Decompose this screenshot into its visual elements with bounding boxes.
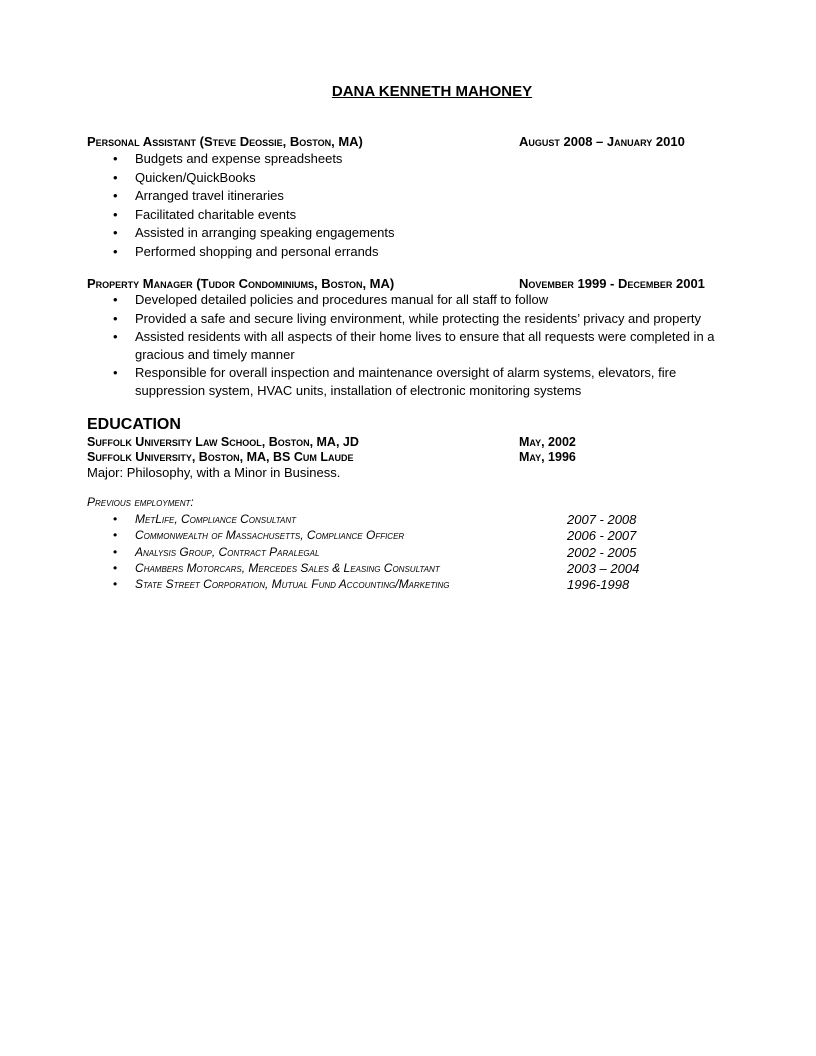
- education-school-1: Suffolk University Law School, Boston, MA, JD: [87, 435, 359, 449]
- list-item: • MetLife, Compliance Consultant 2007 - 2008: [113, 512, 637, 527]
- list-item: • State Street Corporation, Mutual Fund Accounting/Marketing 1996-1998: [113, 577, 630, 593]
- previous-employment-list: [87, 512, 687, 593]
- list-item: • Assisted residents with all aspects of their home lives to ensure that all requests were completed in a gracious and timely manner: [113, 329, 715, 362]
- list-item: • Analysis Group, Contract Paralegal 2002 - 2005: [113, 544, 637, 560]
- candidate-name: DANA KENNETH MAHONEY: [331, 83, 533, 100]
- education-major: Major: Philosophy, with a Minor in Business.: [87, 465, 341, 480]
- list-item: • Commonwealth of Massachusetts, Compliance Officer 2006 - 2007: [113, 528, 637, 544]
- list-item: • Quicken/QuickBooks: [113, 169, 256, 185]
- job-dates-2: November 1999 - December 2001: [519, 276, 705, 291]
- list-item: • Chambers Motorcars, Mercedes Sales & Leasing Consultant 2003 – 2004: [113, 560, 640, 576]
- job-1-duties: [87, 150, 747, 261]
- list-item: • Developed detailed policies and procedures manual for all staff to follow: [113, 292, 549, 307]
- list-item: • Arranged travel itineraries: [113, 188, 284, 203]
- job-title-1: Personal Assistant (Steve Deossie, Boston, MA): [87, 134, 363, 149]
- education-date-2: May, 1996: [519, 450, 576, 464]
- education-date-1: May, 2002: [519, 435, 576, 449]
- previous-employment-heading: Previous employment:: [87, 495, 194, 509]
- list-item: • Budgets and expense spreadsheets: [113, 151, 343, 166]
- list-item: • Facilitated charitable events: [113, 206, 297, 222]
- education-school-2: Suffolk University, Boston, MA, BS Cum Laude: [87, 450, 354, 464]
- education-heading: EDUCATION: [87, 416, 181, 433]
- job-2-duties: [87, 291, 747, 400]
- list-item: • Provided a safe and secure living environment, while protecting the residents’ privacy and property: [113, 310, 702, 326]
- job-dates-1: August 2008 – January 2010: [519, 134, 685, 149]
- job-title-2: Property Manager (Tudor Condominiums, Boston, MA): [87, 276, 395, 291]
- list-item: • Responsible for overall inspection and maintenance oversight of alarm systems, elevators, fire suppression system, HVAC units, installation of electronic monitoring systems: [113, 365, 677, 398]
- list-item: • Assisted in arranging speaking engagements: [113, 225, 395, 240]
- list-item: • Performed shopping and personal errands: [113, 243, 379, 259]
